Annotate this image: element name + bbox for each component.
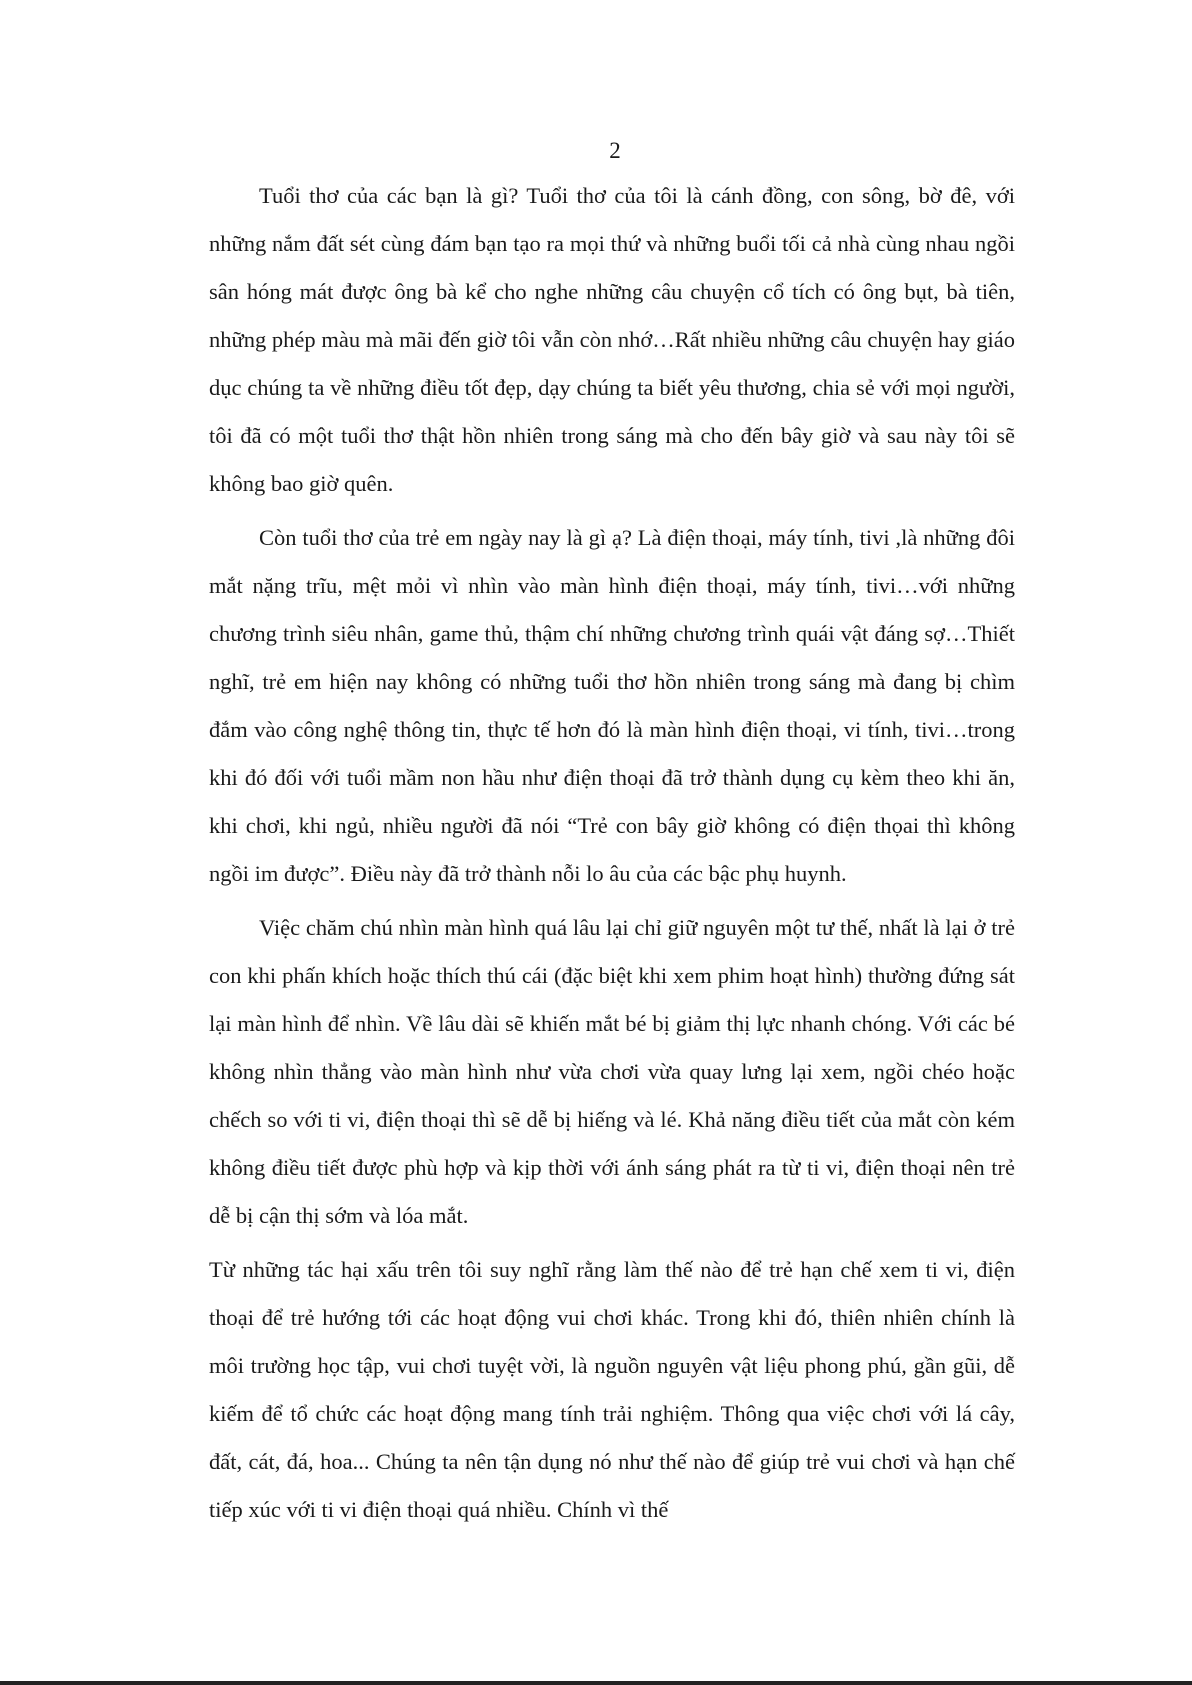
paragraph-childhood-past: Tuổi thơ của các bạn là gì? Tuổi thơ của tôi là cánh đồng, con sông, bờ đê, với những nắm đất sét cùng đám bạn tạo ra mọi thứ và những buổi tối cả nhà cùng nhau ngồi sân hóng mát được ông bà kể cho nghe những câu chuyện cổ tích có ông bụt, bà tiên, những phép màu mà mãi đến giờ tôi vẫn còn nhớ…Rất nhiều những câu chuyện hay giáo dục chúng ta về những điều tốt đẹp, dạy chúng ta biết yêu thương, chia sẻ với mọi người, tôi đã có một tuổi thơ thật hồn nhiên trong sáng mà cho đến bây giờ và sau này tôi sẽ không bao giờ quên.: [209, 183, 1015, 496]
bottom-border: [0, 1681, 1192, 1685]
page-number: 2: [609, 138, 621, 163]
body-text: [209, 172, 1015, 1534]
paragraph-childhood-today: Còn tuổi thơ của trẻ em ngày nay là gì ạ? Là điện thoại, máy tính, tivi ,là những đôi mắt nặng trĩu, mệt mỏi vì nhìn vào màn hình điện thoại, máy tính, tivi…với những chương trình siêu nhân, game thủ, thậm chí những chương trình quái vật đáng sợ…Thiết nghĩ, trẻ em hiện nay không có những tuổi thơ hồn nhiên trong sáng mà đang bị chìm đắm vào công nghệ thông tin, thực tế hơn đó là màn hình điện thoại, vi tính, tivi…trong khi đó đối với tuổi mầm non hầu như điện thoại đã trở thành dụng cụ kèm theo khi ăn, khi chơi, khi ngủ, nhiều người đã nói “Trẻ con bây giờ không có điện thọai thì không ngồi im được”. Điều này đã trở thành nỗi lo âu của các bậc phụ huynh.: [209, 525, 1015, 886]
paragraph-screen-effects: Việc chăm chú nhìn màn hình quá lâu lại chỉ giữ nguyên một tư thế, nhất là lại ở trẻ con khi phấn khích hoặc thích thú cái (đặc biệt khi xem phim hoạt hình) thường đứng sát lại màn hình để nhìn. Về lâu dài sẽ khiến mắt bé bị giảm thị lực nhanh chóng. Với các bé không nhìn thẳng vào màn hình như vừa chơi vừa quay lưng lại xem, ngồi chéo hoặc chếch so với ti vi, điện thoại thì sẽ dễ bị hiếng và lé. Khả năng điều tiết của mắt còn kém không điều tiết được phù hợp và kịp thời với ánh sáng phát ra từ ti vi, điện thoại nên trẻ dễ bị cận thị sớm và lóa mắt.: [209, 915, 1015, 1228]
paragraph-nature-solution: Từ những tác hại xấu trên tôi suy nghĩ rằng làm thế nào để trẻ hạn chế xem ti vi, điện thoại để trẻ hướng tới các hoạt động vui chơi khác. Trong khi đó, thiên nhiên chính là môi trường học tập, vui chơi tuyệt vời, là nguồn nguyên vật liệu phong phú, gần gũi, dễ kiếm để tổ chức các hoạt động mang tính trải nghiệm. Thông qua việc chơi với lá cây, đất, cát, đá, hoa... Chúng ta nên tận dụng nó như thế nào để giúp trẻ vui chơi và hạn chế tiếp xúc với ti vi điện thoại quá nhiều. Chính vì thế: [209, 1257, 1015, 1522]
